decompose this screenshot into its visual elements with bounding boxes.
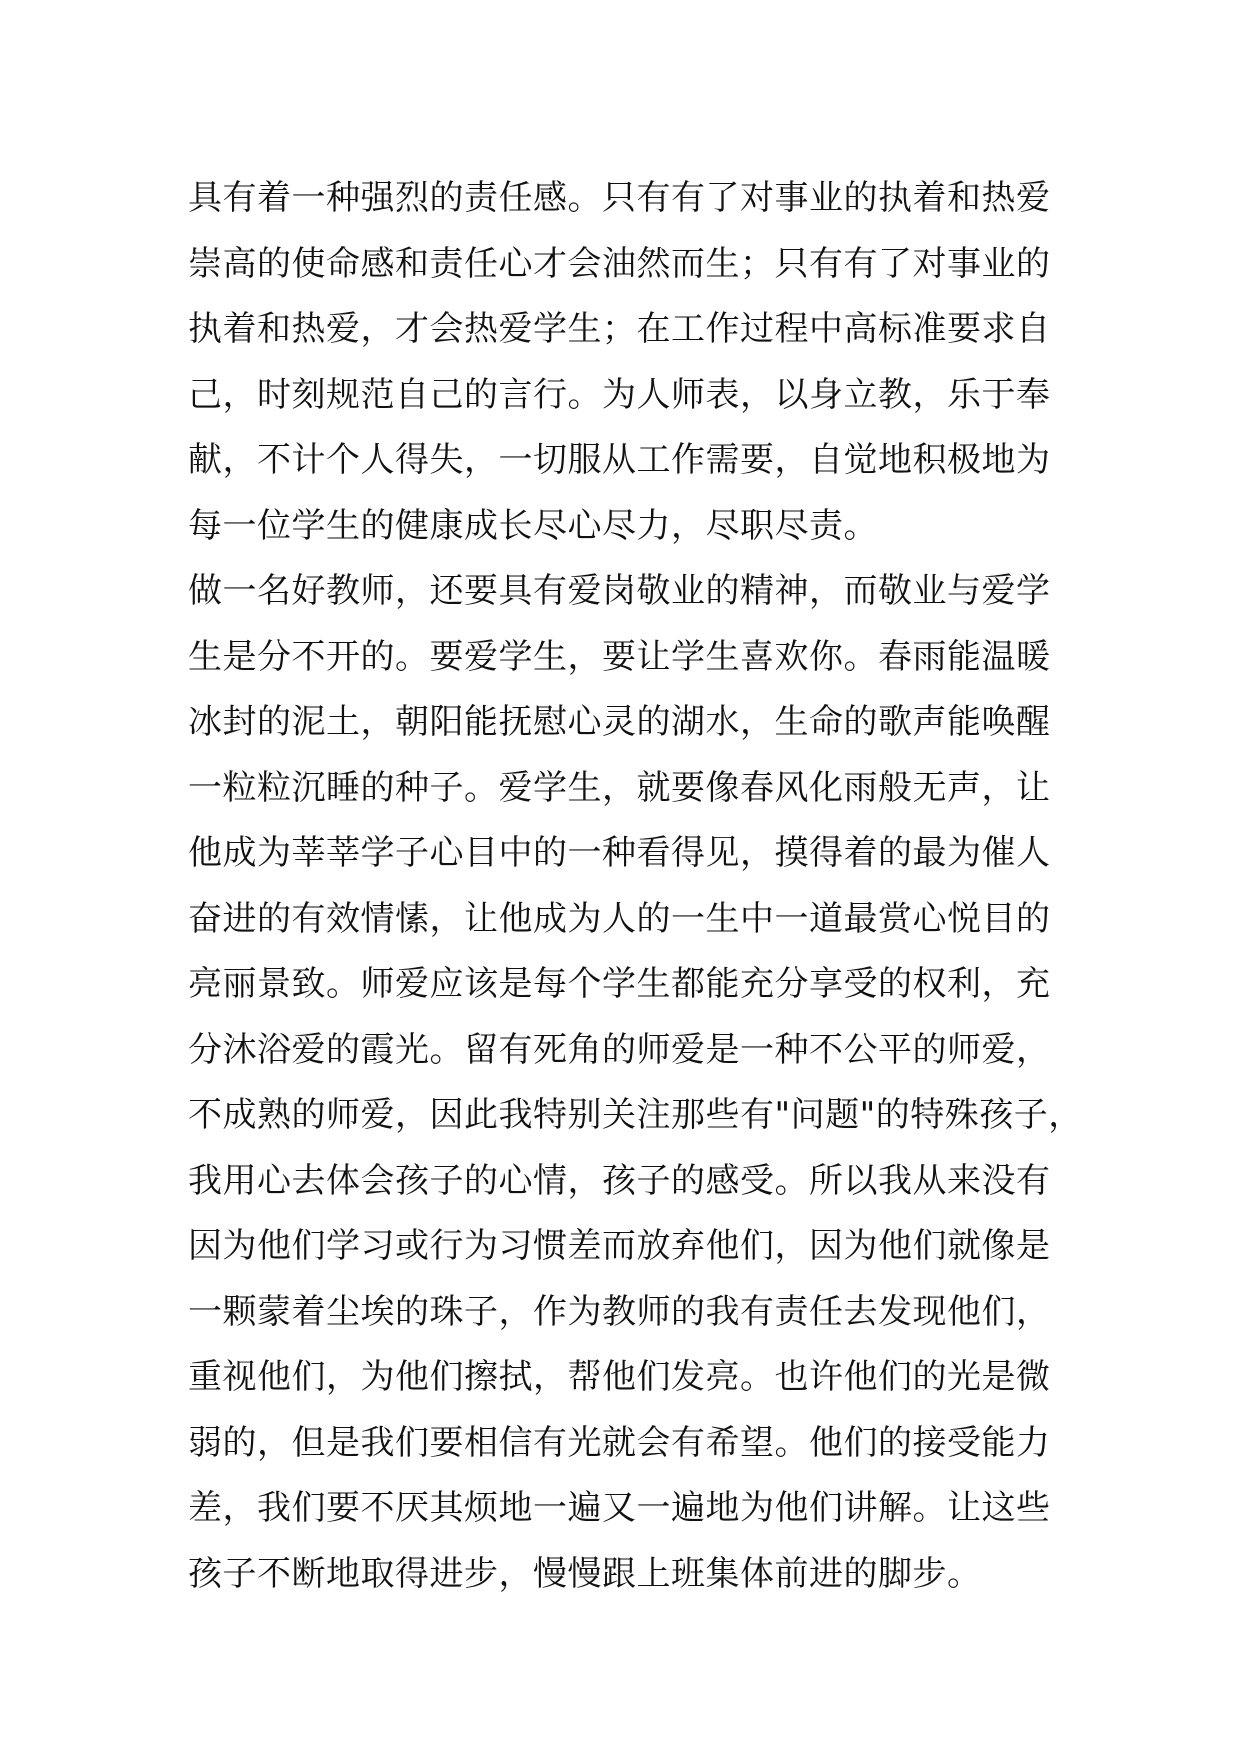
text-line: 因为他们学习或行为习惯差而放弃他们，因为他们就像是 <box>188 1226 1051 1266</box>
text-line: 一粒粒沉睡的种子。爱学生，就要像春风化雨般无声，让 <box>188 767 1051 808</box>
text-line: 做一名好教师，还要具有爱岗敬业的精神，而敬业与爱学 <box>188 571 1051 611</box>
text-line: 崇高的使命感和责任心才会油然而生；只有有了对事业的 <box>188 243 1051 284</box>
text-line: 差，我们要不厌其烦地一遍又一遍地为他们讲解。让这些 <box>188 1488 1051 1528</box>
text-line: 执着和热爱，才会热爱学生；在工作过程中高标准要求自 <box>188 309 1051 349</box>
text-line: 孩子不断地取得进步，慢慢跟上班集体前进的脚步。 <box>188 1553 982 1594</box>
text-line: 具有着一种强烈的责任感。只有有了对事业的执着和热爱 <box>188 178 1051 218</box>
text-line: 他成为莘莘学子心目中的一种看得见，摸得着的最为催人 <box>188 833 1051 873</box>
text-line: 弱的，但是我们要相信有光就会有希望。他们的接受能力 <box>188 1422 1051 1463</box>
text-line: 一颗蒙着尘埃的珠子，作为教师的我有责任去发现他们， <box>188 1291 1051 1332</box>
body-text <box>188 166 1083 1607</box>
text-line: 献，不计个人得失，一切服从工作需要，自觉地积极地为 <box>188 440 1051 480</box>
text-line: 不成熟的师爱，因此我特别关注那些有"问题"的特殊孩子， <box>188 1095 1083 1135</box>
text-line: 生是分不开的。要爱学生，要让学生喜欢你。春雨能温暖 <box>188 636 1051 677</box>
text-line: 亮丽景致。师爱应该是每个学生都能充分享受的权利，充 <box>188 964 1051 1004</box>
text-line: 我用心去体会孩子的心情，孩子的感受。所以我从来没有 <box>188 1160 1051 1201</box>
text-line: 奋进的有效情愫，让他成为人的一生中一道最赏心悦目的 <box>188 898 1051 939</box>
text-line: 己，时刻规范自己的言行。为人师表，以身立教，乐于奉 <box>188 374 1051 415</box>
text-line: 每一位学生的健康成长尽心尽力，尽职尽责。 <box>188 505 878 546</box>
text-line: 分沐浴爱的霞光。留有死角的师爱是一种不公平的师爱， <box>188 1029 1051 1070</box>
text-line: 冰封的泥土，朝阳能抚慰心灵的湖水，生命的歌声能唤醒 <box>188 702 1051 742</box>
text-line: 重视他们，为他们擦拭，帮他们发亮。也许他们的光是微 <box>188 1357 1051 1397</box>
